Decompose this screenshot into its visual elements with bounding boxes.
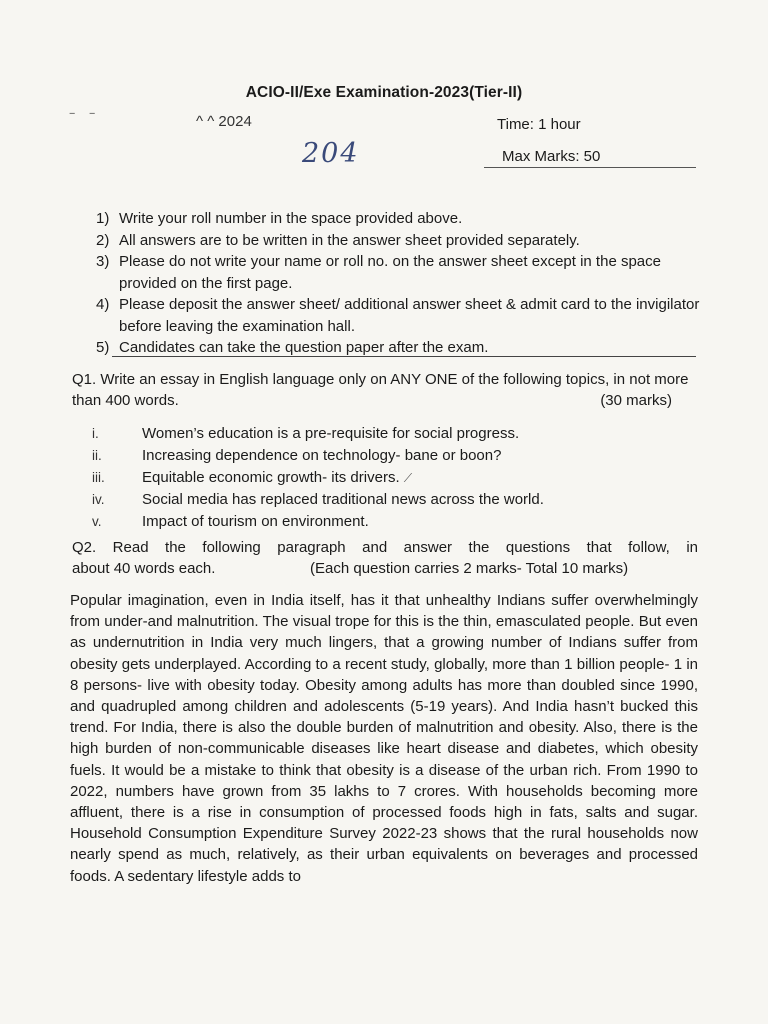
comprehension-passage: Popular imagination, even in India itself, has it that unhealthy Indians suffer overwhelmingly from under-and malnutrition. The visual trope for this is the thin, emasculated people. But even as undernutrition in India very much lingers, that a growing number of Indians suffer from obesity gets underplayed. According to a recent study, globally, more than 1 billion people- 1 in 8 persons- live with obesity today. Obesity among adults has more than doubled since 1990, and quadrupled among children and adolescents (5-19 years). And India hasn’t bucked this trend. For India, there is also the double burden of malnutrition and obesity. Also, there is the high burden of non-communicable diseases like heart disease and diabetes, which obesity fuels. It would be a mistake to think that obesity is a disease of the urban rich. From 1990 to 2022, numbers have grown from 35 lakhs to 7 crores. With households becoming more affluent, there is a rise in consumption of processed foods high in fats, salts and sugar. Household Consumption Expenditure Survey 2022-23 shows that the rural households now nearly spend as much, relatively, as their urban equivalents on beverages and processed foods. A sedentary lifestyle adds to [70, 592, 698, 885]
topic-text: Equitable economic growth- its drivers. [142, 469, 400, 486]
question-2-line-2 [72, 558, 698, 579]
topic-text: Social media has replaced traditional news across the world. [142, 491, 544, 508]
topic-text: Women’s education is a pre-requisite for social progress. [142, 425, 520, 442]
topic-item [92, 423, 692, 445]
question-2-marks: (Each question carries 2 marks- Total 10 marks) [310, 560, 629, 577]
question-1-text: Q1. Write an essay in English language only on ANY ONE of the following topics, in not more than 400 words. [72, 371, 689, 409]
topic-item [92, 467, 692, 489]
instruction-item [96, 208, 706, 230]
max-marks: Max Marks: 50 [502, 148, 601, 165]
cropped-date-label: ‾ ‾ [70, 111, 101, 126]
instructions-list [96, 208, 706, 359]
header-divider [484, 167, 696, 168]
instruction-number: 4) [96, 296, 110, 313]
handwritten-roll-number: 204 [302, 138, 360, 169]
question-1-marks: (30 marks) [600, 392, 672, 409]
instruction-text: Candidates can take the question paper after the exam. [119, 339, 489, 356]
topic-item [92, 511, 692, 533]
instruction-item [96, 251, 706, 294]
instruction-text: Please do not write your name or roll no. on the answer sheet except in the space provided on the first page. [119, 253, 661, 292]
topic-number: i. [92, 426, 99, 441]
instruction-text: Write your roll number in the space provided above. [119, 210, 463, 227]
topic-number: iv. [92, 492, 105, 507]
topic-number: v. [92, 514, 102, 529]
pen-tick-mark: ⟋ [403, 471, 413, 485]
topic-item [92, 489, 692, 511]
exam-date-fragment: ^ ^ 2024 [196, 113, 252, 130]
topic-number: ii. [92, 448, 102, 463]
instruction-item [96, 230, 706, 252]
question-1 [72, 369, 698, 411]
instruction-number: 5) [96, 339, 110, 356]
exam-title: ACIO-II/Exe Examination-2023(Tier-II) [245, 84, 523, 101]
instruction-item [96, 294, 706, 337]
instruction-number: 1) [96, 210, 110, 227]
instruction-number: 3) [96, 253, 110, 270]
topic-number: iii. [92, 470, 105, 485]
question-2 [72, 537, 698, 579]
topic-text: Increasing dependence on technology- bane or boon? [142, 447, 502, 464]
exam-duration: Time: 1 hour [497, 116, 581, 133]
question-2-text-line-1: Q2. Read the following paragraph and answer the questions that follow, in [72, 539, 698, 556]
instruction-number: 2) [96, 231, 110, 249]
topic-text: Impact of tourism on environment. [142, 513, 369, 530]
essay-topics-list [92, 423, 692, 533]
instruction-text: Please deposit the answer sheet/ additional answer sheet & admit card to the invigilator before leaving the examination hall. [119, 296, 700, 335]
topic-item [92, 445, 692, 467]
question-2-text-line-2: about 40 words each. [72, 560, 216, 577]
instructions-divider [112, 356, 696, 357]
instruction-text: All answers are to be written in the answer sheet provided separately. [119, 231, 580, 249]
